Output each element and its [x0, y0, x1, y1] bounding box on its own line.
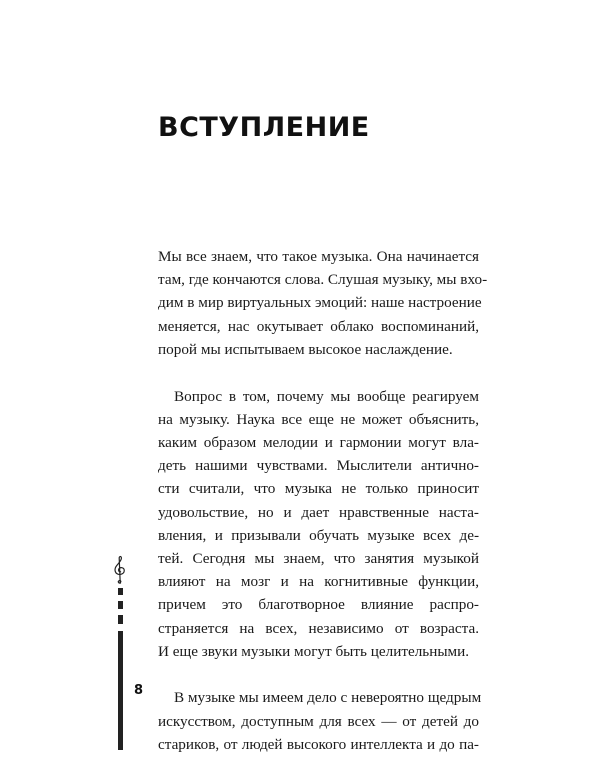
- text-line: В музыке мы имеем дело с невероятно щедрым: [174, 689, 482, 707]
- text-line: удовольствие, но и дает нравственные наста-: [158, 503, 479, 521]
- paragraph-1: [158, 245, 488, 361]
- text-line: Вопрос в том, почему мы вообще реагируем: [174, 387, 479, 405]
- treble-clef-icon: [113, 555, 127, 585]
- margin-dash: [118, 601, 123, 609]
- text-line: вления, и призывали обучать музыке всех де-: [158, 526, 479, 544]
- body-text: [158, 245, 488, 780]
- text-line: на музыку. Наука все еще не может объяснить,: [158, 410, 479, 428]
- text-line: сти считали, что музыка не только приносит: [158, 480, 479, 498]
- margin-dash: [118, 588, 123, 595]
- paragraph-3: [158, 686, 482, 756]
- text-line: И еще звуки музыки могут быть целительными.: [158, 642, 470, 660]
- chapter-title: ВСТУПЛЕНИЕ: [158, 112, 370, 143]
- text-line: Мы все знаем, что такое музыка. Она начинается: [158, 248, 479, 265]
- text-line: тей. Сегодня мы знаем, что занятия музыкой: [158, 549, 479, 567]
- text-line: порой мы испытываем высокое наслаждение.: [158, 340, 453, 358]
- text-line: меняется, нас окутывает облако воспоминаний,: [158, 317, 479, 335]
- margin-rule: [118, 631, 123, 750]
- margin-dash: [118, 615, 123, 624]
- text-line: деть нашими чувствами. Мыслители антично-: [158, 457, 479, 475]
- text-line: дим в мир виртуальных эмоций: наше настроение: [158, 294, 482, 312]
- text-line: причем это благотворное влияние распро-: [158, 596, 479, 614]
- text-line: стариков, от людей высокого интеллекта и до па-: [158, 735, 479, 753]
- paragraph-2: [158, 385, 479, 663]
- text-line: влияют на мозг и на когнитивные функции,: [158, 573, 479, 591]
- text-line: там, где кончаются слова. Слушая музыку, мы вхо-: [158, 271, 488, 289]
- text-line: страняется на всех, независимо от возраста.: [158, 619, 479, 637]
- page-number: 8: [134, 683, 144, 698]
- text-line: каким образом мелодии и гармонии могут вла-: [158, 433, 479, 451]
- text-line: искусством, доступным для всех — от детей до: [158, 712, 479, 730]
